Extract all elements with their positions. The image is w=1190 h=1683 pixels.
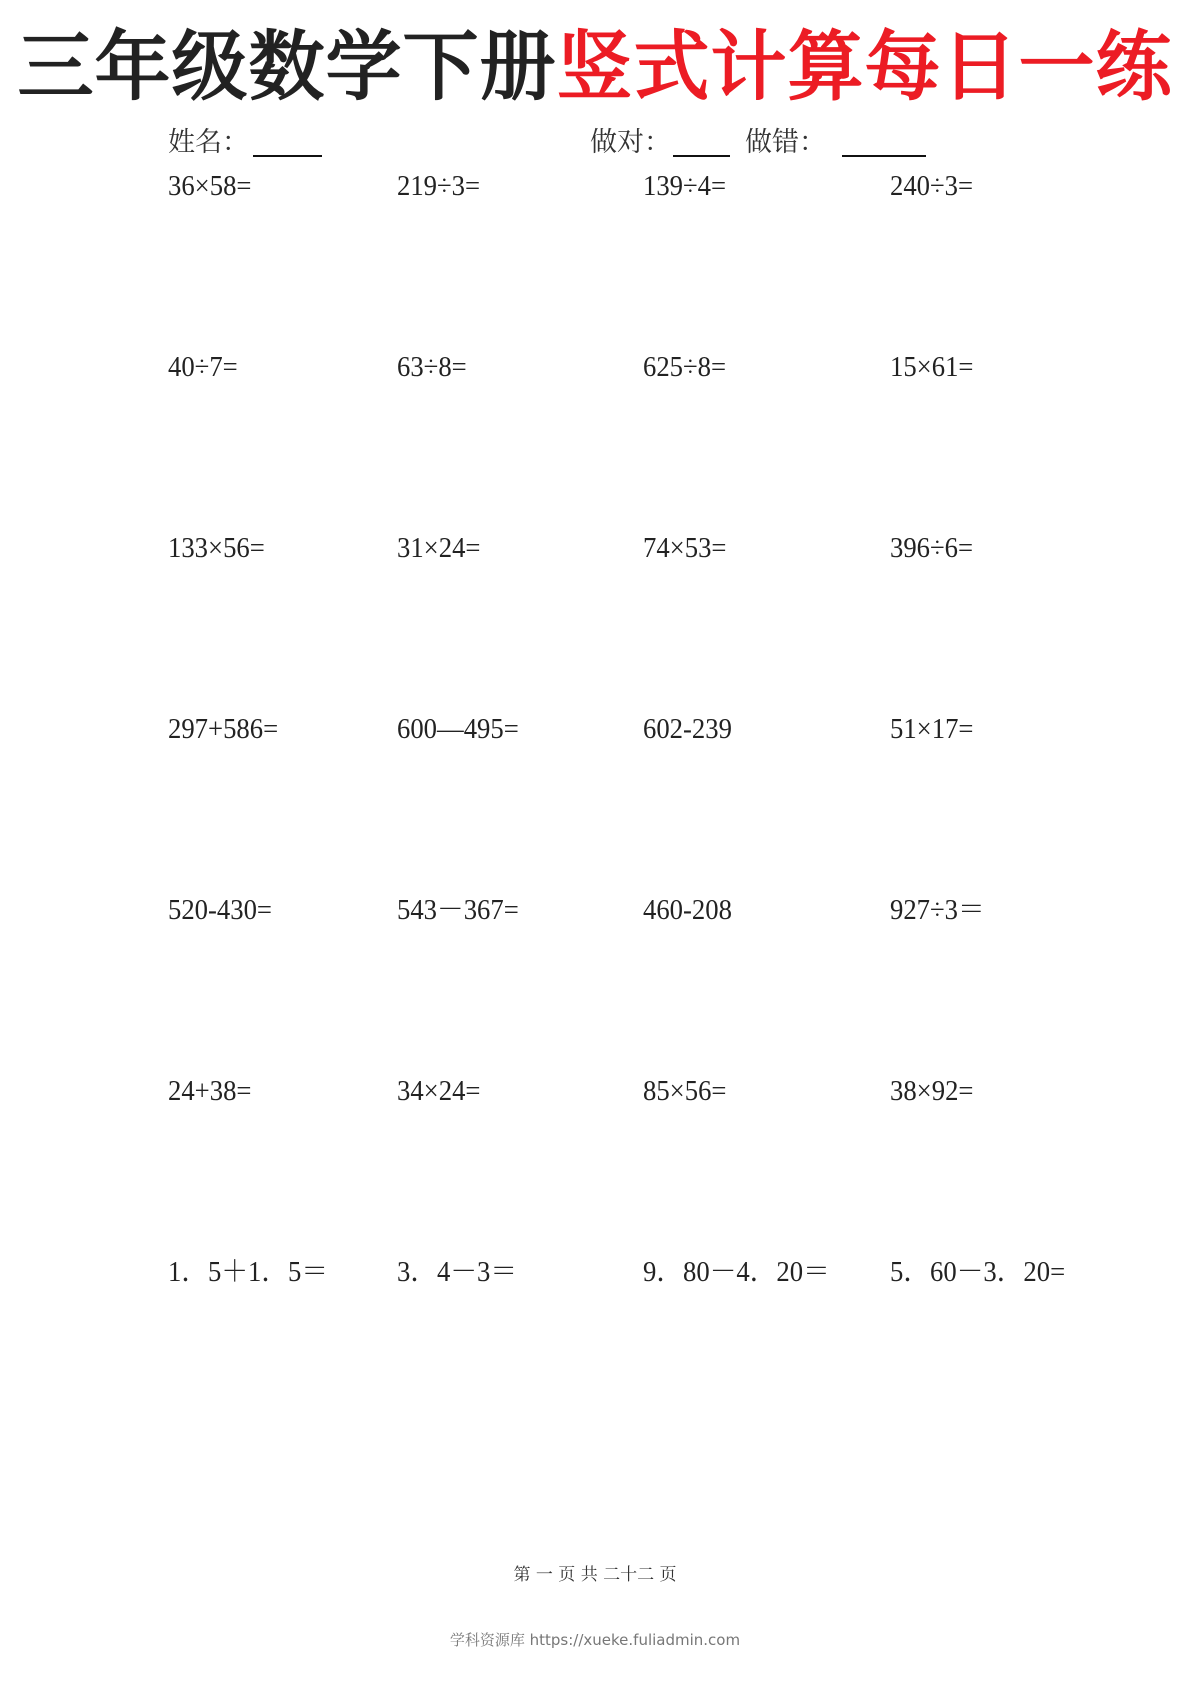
problem: 460-208 bbox=[643, 894, 732, 926]
wrong-blank-line[interactable] bbox=[842, 155, 926, 157]
problem: 24+38= bbox=[168, 1075, 252, 1107]
problem: 63÷8= bbox=[397, 351, 467, 383]
problem: 31×24= bbox=[397, 532, 481, 564]
problem: 927÷3＝ bbox=[890, 894, 985, 926]
problem: 36×58= bbox=[168, 170, 252, 202]
title-red-part: 竖式计算每日一练 bbox=[556, 22, 1173, 111]
title-black-part: 三年级数学下册 bbox=[17, 22, 557, 111]
problem: 40÷7= bbox=[168, 351, 238, 383]
problem: 3．4－3＝ bbox=[397, 1256, 518, 1288]
problem: 600—495= bbox=[397, 713, 519, 745]
problem: 9．80－4．20＝ bbox=[643, 1256, 830, 1288]
problem: 51×17= bbox=[890, 713, 974, 745]
problem: 139÷4= bbox=[643, 170, 727, 202]
page-number: 第 一 页 共 二十二 页 bbox=[513, 1565, 677, 1585]
name-blank-line[interactable] bbox=[253, 155, 322, 157]
page-title bbox=[0, 22, 1190, 112]
wrong-label: 做错： bbox=[745, 127, 826, 158]
problem: 219÷3= bbox=[397, 170, 481, 202]
problem: 520-430= bbox=[168, 894, 272, 926]
problem: 15×61= bbox=[890, 351, 974, 383]
problem: 74×53= bbox=[643, 532, 727, 564]
problem: 240÷3= bbox=[890, 170, 974, 202]
problem: 543－367= bbox=[397, 894, 519, 926]
correct-label: 做对： bbox=[590, 127, 671, 158]
problem: 625÷8= bbox=[643, 351, 727, 383]
name-label: 姓名： bbox=[168, 127, 249, 158]
problem: 34×24= bbox=[397, 1075, 481, 1107]
source-watermark: 学科资源库 https://xueke.fuliadmin.com bbox=[449, 1631, 741, 1649]
problem: 38×92= bbox=[890, 1075, 974, 1107]
problem: 602-239 bbox=[643, 713, 732, 745]
problem: 297+586= bbox=[168, 713, 279, 745]
problem: 396÷6= bbox=[890, 532, 974, 564]
problem: 85×56= bbox=[643, 1075, 727, 1107]
problem: 1．5＋1．5＝ bbox=[168, 1256, 329, 1288]
problem: 133×56= bbox=[168, 532, 265, 564]
correct-blank-line[interactable] bbox=[673, 155, 730, 157]
problem: 5．60－3．20= bbox=[890, 1256, 1066, 1288]
